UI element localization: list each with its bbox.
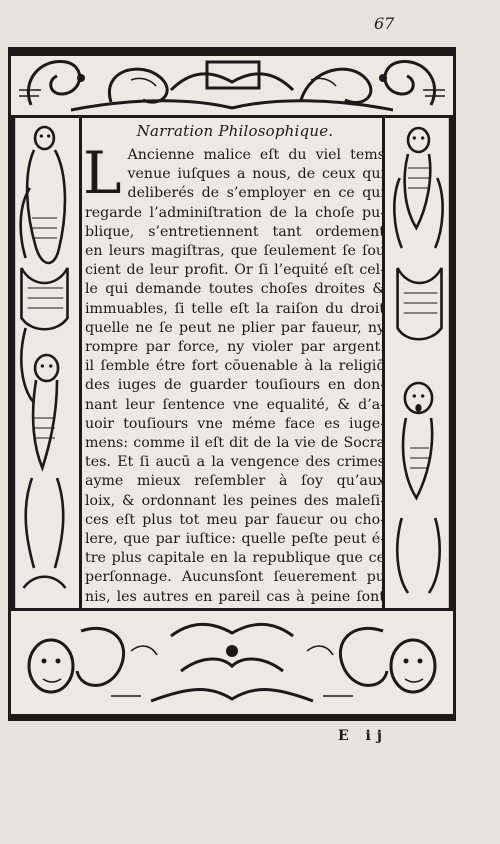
woodcut-border-frame <box>8 47 456 721</box>
text-line: tre plus capitale en la republique que ce <box>85 550 385 567</box>
text-line: rompre par force, ny violer par argent: <box>85 339 385 356</box>
page-number: 67 <box>374 14 395 33</box>
chapter-heading: Narration Philosophique. <box>136 122 334 140</box>
text-line: deliberés de s’employer en ce qui <box>127 185 385 202</box>
text-block <box>85 122 385 608</box>
right-figure-pillar <box>382 118 453 608</box>
text-line: loix, & ordonnant les peines des maleſi- <box>85 492 385 509</box>
top-ornament-band <box>11 50 453 118</box>
text-line: nis, les autres en pareil cas à peine ſont <box>85 588 385 605</box>
text-line: ces eſt plus tot meu par fauєur ou cho- <box>85 511 385 528</box>
text-line: ayme mieux reſembler à ſoy qu’aux <box>85 473 385 490</box>
text-line: blique, s’entretiennent tant ordement <box>85 223 385 240</box>
text-line: nant leur ſentence vne equalité, & d’a- <box>85 396 385 413</box>
text-line: quelle ne ſe peut ne plier par faueur, ny <box>85 319 385 336</box>
text-line: regarde l’adminiſtration de la choſe pu- <box>85 204 385 221</box>
text-line: il ſemble étre fort cōuenable à la religiō <box>85 358 385 375</box>
text-line: le qui demande toutes choſes droites & <box>85 281 385 298</box>
text-line: venue iuſques a nous, de ceux qui <box>127 166 385 183</box>
text-line: mens: comme il eſt dit de la vie de Socra <box>85 435 385 452</box>
text-line: des iuges de guarder touſiours en don- <box>85 377 385 394</box>
signature-mark: E ij <box>338 728 388 744</box>
bottom-ornament-band <box>11 608 453 718</box>
text-line: Ancienne malice eſt du viel tems <box>127 147 385 163</box>
text-line: uoir touſiours vne méme face es iuge- <box>85 415 385 432</box>
text-line: en leurs magiſtras, que ſeulement ſe ſou <box>85 243 385 260</box>
text-line: tes. Et ſi aucū a la vengence des crimes <box>85 454 385 471</box>
text-line: perſonnage. Aucunsſont ſeuerement pu <box>85 569 385 586</box>
text-line: lere, que par iuſtice: quelle peſte peut é- <box>85 531 385 548</box>
body-text <box>83 139 385 607</box>
drop-cap-initial: L <box>83 139 122 207</box>
left-figure-pillar <box>11 118 82 608</box>
text-line: cient de leur profit. Or ſi l’equité eſt cel- <box>85 262 385 279</box>
text-line: immuables, ſi telle eſt la raiſon du droit <box>85 300 385 317</box>
